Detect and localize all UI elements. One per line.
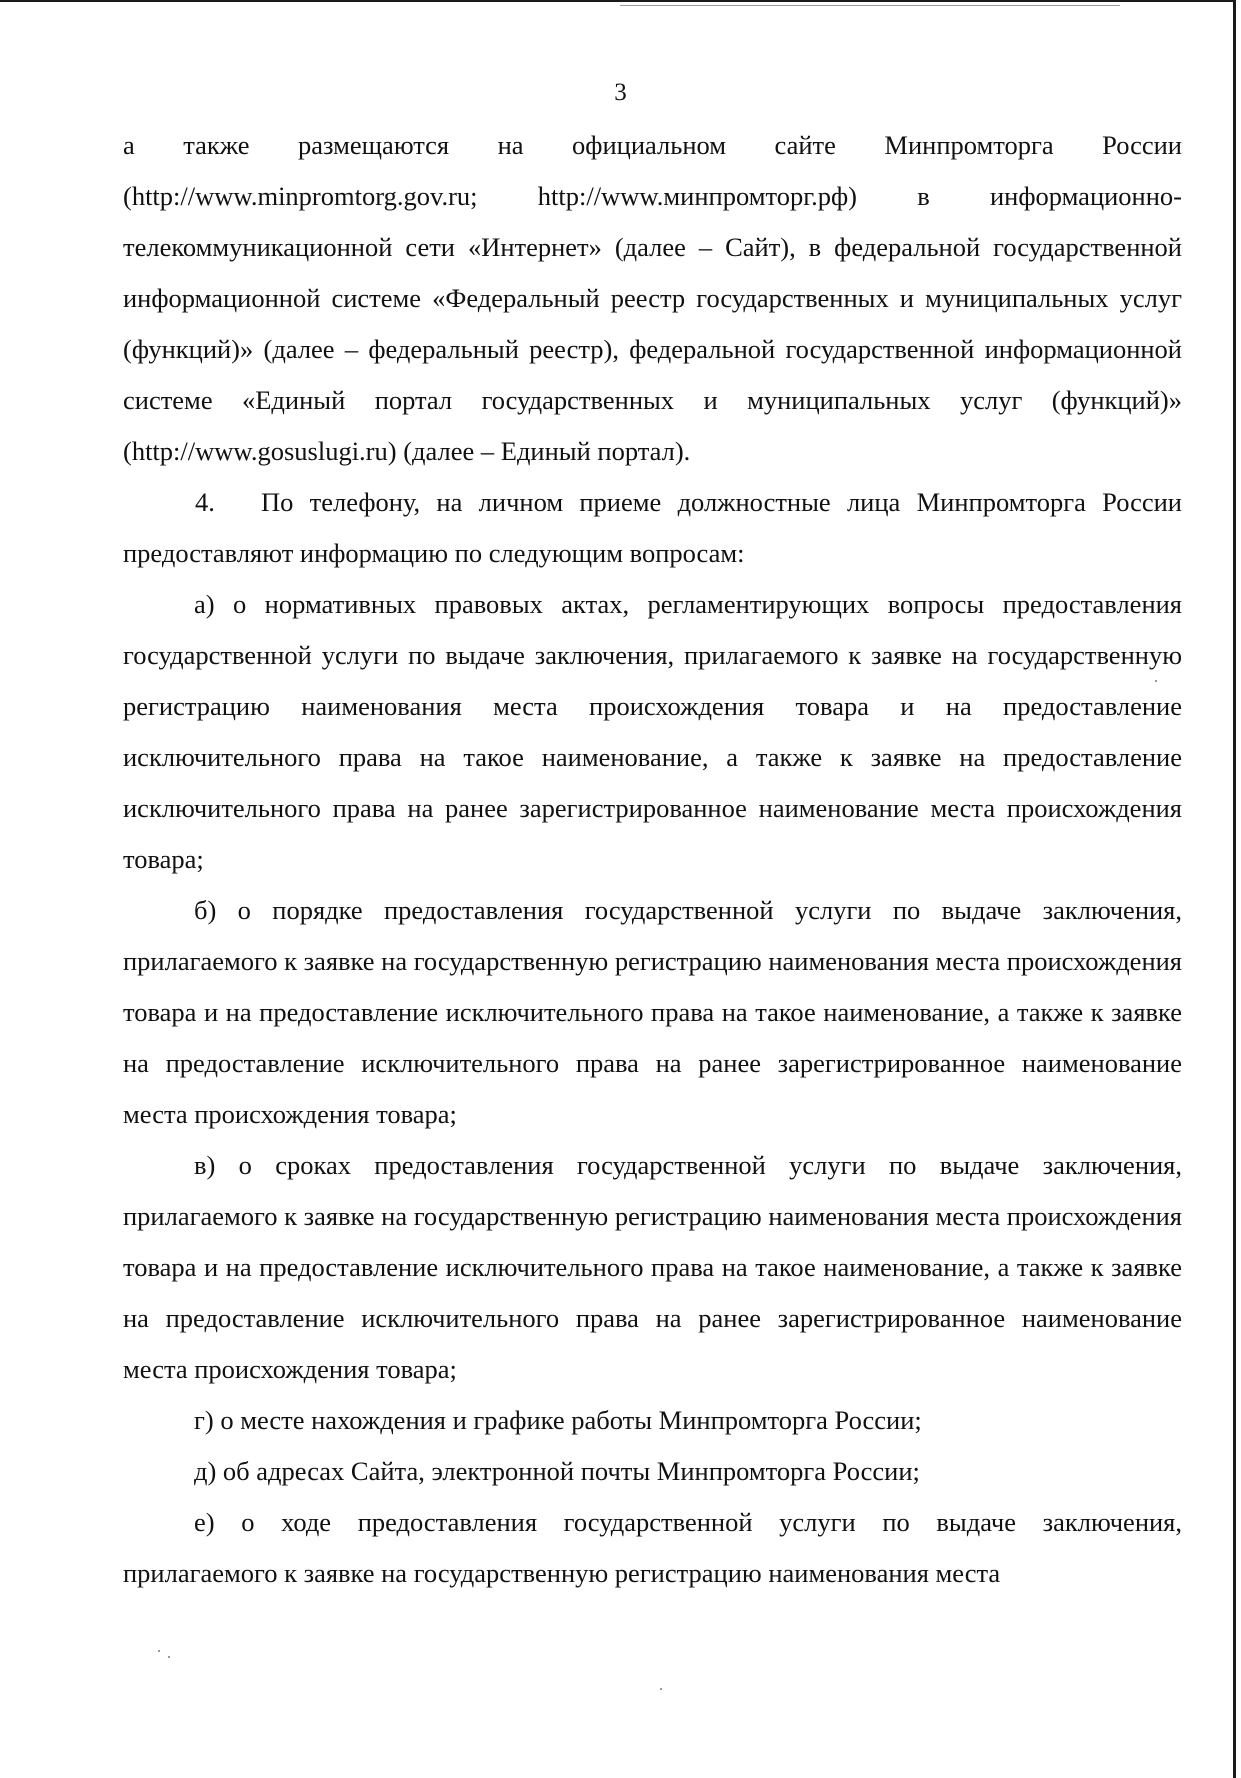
list-item-d: д) об адресах Сайта, электронной почты Минпромторга России;: [194, 1456, 920, 1486]
scan-right-edge: [1233, 0, 1236, 1778]
page-number: 3: [614, 79, 627, 106]
list-item-g: г) о месте нахождения и графике работы Минпромторга России;: [194, 1405, 922, 1435]
scan-speck: [158, 1650, 160, 1652]
list-item-e: е) о ходе предоставления государственной услуги по выдаче заключения, прилагаемого к заявке на государственную регистрацию наименования места: [123, 1507, 1182, 1588]
document-body: [123, 120, 1182, 1599]
paragraph-continuation: а также размещаются на официальном сайте Минпромторга России (http://www.minpromtorg.gov.ru; http://www.минпромторг.рф) в информационно-телекоммуникационной сети «Интернет» (далее – Сайт), в федеральной государственной информационной системе «Федеральный реестр государственных и муниципальных услуг (функций)» (далее – федеральный реестр), федеральной государственной информационной системе «Единый портал государственных и муниципальных услуг (функций)» (http://www.gosuslugi.ru) (далее – Единый портал).: [123, 130, 1182, 466]
list-item-b: б) о порядке предоставления государственной услуги по выдаче заключения, прилагаемого к заявке на государственную регистрацию наименования места происхождения товара и на предоставление исключительного права на такое наименование, а также к заявке на предоставление исключительного права на ранее зарегистрированное наименование места происхождения товара;: [123, 895, 1182, 1129]
scan-speck: [1155, 680, 1157, 682]
list-item-a: а) о нормативных правовых актах, регламентирующих вопросы предоставления государственной услуги по выдаче заключения, прилагаемого к заявке на государственную регистрацию наименования места происхождения товара и на предоставление исключительного права на такое наименование, а также к заявке на предоставление исключительного права на ранее зарегистрированное наименование места происхождения товара;: [123, 589, 1182, 874]
list-item-v: в) о сроках предоставления государственной услуги по выдаче заключения, прилагаемого к заявке на государственную регистрацию наименования места происхождения товара и на предоставление исключительного права на такое наименование, а также к заявке на предоставление исключительного права на ранее зарегистрированное наименование места происхождения товара;: [123, 1150, 1182, 1384]
scan-top-edge-thin: [620, 5, 1120, 6]
paragraph-number: 4.: [195, 487, 215, 517]
scan-top-edge: [0, 0, 1236, 2]
paragraph-4-text: По телефону, на личном приеме должностные лица Минпромторга России предоставляют информацию по следующим вопросам:: [123, 487, 1182, 568]
scan-speck: [660, 1688, 662, 1690]
paragraph-4: [123, 477, 1182, 579]
scan-speck: [168, 1656, 170, 1658]
